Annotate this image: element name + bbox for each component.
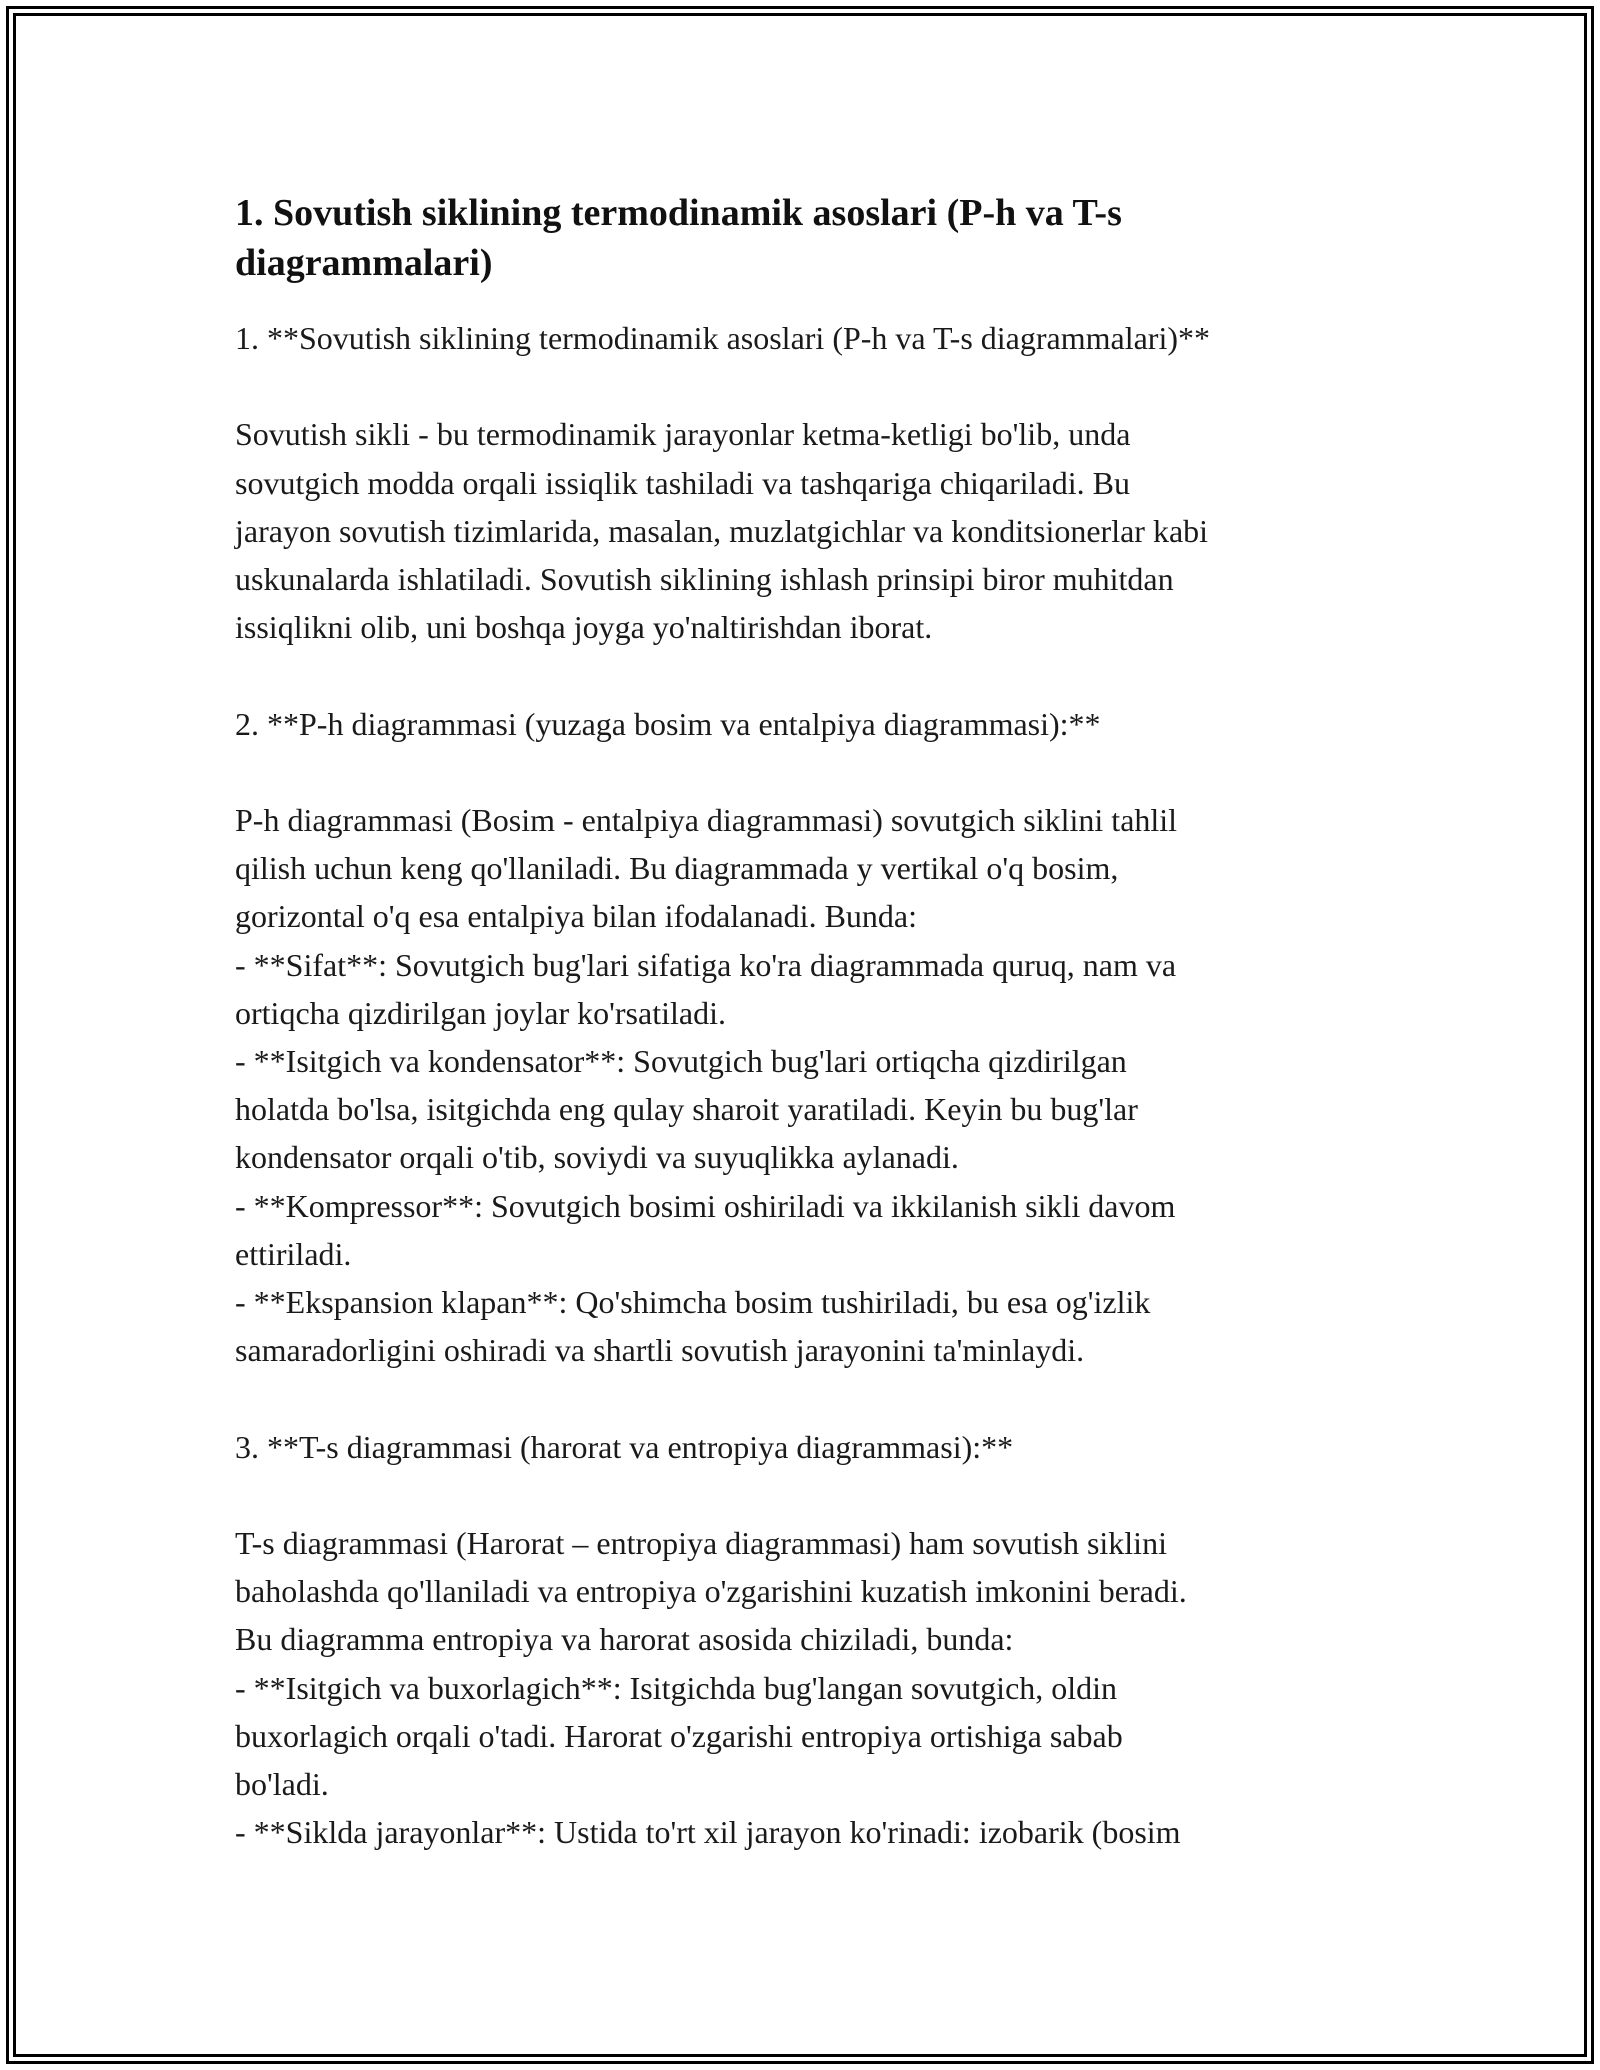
document-title: [235, 188, 1375, 288]
paragraph-ph-diagram: [235, 796, 1375, 1374]
text-line: baholashda qo'llaniladi va entropiya o'zgarishini kuzatish imkonini beradi.: [235, 1573, 1187, 1610]
text-line: 1. **Sovutish siklining termodinamik asoslari (P-h va T-s diagrammalari)**: [235, 320, 1210, 356]
text-line: 2. **P-h diagrammasi (yuzaga bosim va entalpiya diagrammasi):**: [235, 705, 1101, 742]
list-item-line: kondensator orqali o'tib, soviydi va suyuqlikka aylanadi.: [235, 1139, 959, 1176]
section-heading: [235, 700, 1375, 748]
text-line: Bu diagramma entropiya va harorat asosida chiziladi, bunda:: [235, 1621, 1014, 1658]
list-item-line: holatda bo'lsa, isitgichda eng qulay sharoit yaratiladi. Keyin bu bug'lar: [235, 1091, 1138, 1128]
document-body: [235, 188, 1375, 1856]
list-item-line: ortiqcha qizdirilgan joylar ko'rsatiladi.: [235, 994, 726, 1031]
title-line: diagrammalari): [235, 242, 493, 284]
text-line: sovutgich modda orqali issiqlik tashiladi va tashqariga chiqariladi. Bu: [235, 464, 1130, 501]
list-item-line: bo'ladi.: [235, 1766, 329, 1803]
list-item-line: - **Siklda jarayonlar**: Ustida to'rt xil jarayon ko'rinadi: izobarik (bosim: [235, 1814, 1181, 1851]
paragraph-ts-diagram: [235, 1519, 1375, 1856]
text-line: uskunalarda ishlatiladi. Sovutish siklining ishlash prinsipi biror muhitdan: [235, 561, 1174, 597]
list-item-line: samaradorligini oshiradi va shartli sovutish jarayonini ta'minlaydi.: [235, 1332, 1085, 1369]
list-item-line: ettiriladi.: [235, 1235, 352, 1272]
text-line: jarayon sovutish tizimlarida, masalan, muzlatgichlar va konditsionerlar kabi: [235, 512, 1209, 549]
text-line: T-s diagrammasi (Harorat – entropiya diagrammasi) ham sovutish siklini: [235, 1525, 1167, 1561]
section-heading: [235, 314, 1375, 362]
text-line: P-h diagrammasi (Bosim - entalpiya diagrammasi) sovutgich siklini tahlil: [235, 801, 1178, 838]
text-line: gorizontal o'q esa entalpiya bilan ifodalanadi. Bunda:: [235, 898, 917, 935]
paragraph-intro: [235, 410, 1375, 651]
list-item-line: - **Sifat**: Sovutgich bug'lari sifatiga ko'ra diagrammada quruq, nam va: [235, 946, 1177, 983]
list-item-line: - **Ekspansion klapan**: Qo'shimcha bosim tushiriladi, bu esa og'izlik: [235, 1284, 1151, 1321]
title-line: 1. Sovutish siklining termodinamik asoslari (P-h va T-s: [235, 192, 1122, 234]
text-line: qilish uchun keng qo'llaniladi. Bu diagrammada y vertikal o'q bosim,: [235, 850, 1119, 887]
list-item-line: - **Isitgich va buxorlagich**: Isitgichda bug'langan sovutgich, oldin: [235, 1669, 1118, 1706]
text-line: Sovutish sikli - bu termodinamik jarayonlar ketma-ketligi bo'lib, unda: [235, 416, 1131, 453]
text-line: 3. **T-s diagrammasi (harorat va entropiya diagrammasi):**: [235, 1428, 1014, 1465]
list-item-line: - **Kompressor**: Sovutgich bosimi oshiriladi va ikkilanish sikli davom: [235, 1187, 1176, 1224]
list-item-line: - **Isitgich va kondensator**: Sovutgich bug'lari ortiqcha qizdirilgan: [235, 1043, 1127, 1079]
text-line: issiqlikni olib, uni boshqa joyga yo'naltirishdan iborat.: [235, 609, 933, 646]
list-item-line: buxorlagich orqali o'tadi. Harorat o'zgarishi entropiya ortishiga sabab: [235, 1717, 1123, 1754]
section-heading: [235, 1423, 1375, 1471]
